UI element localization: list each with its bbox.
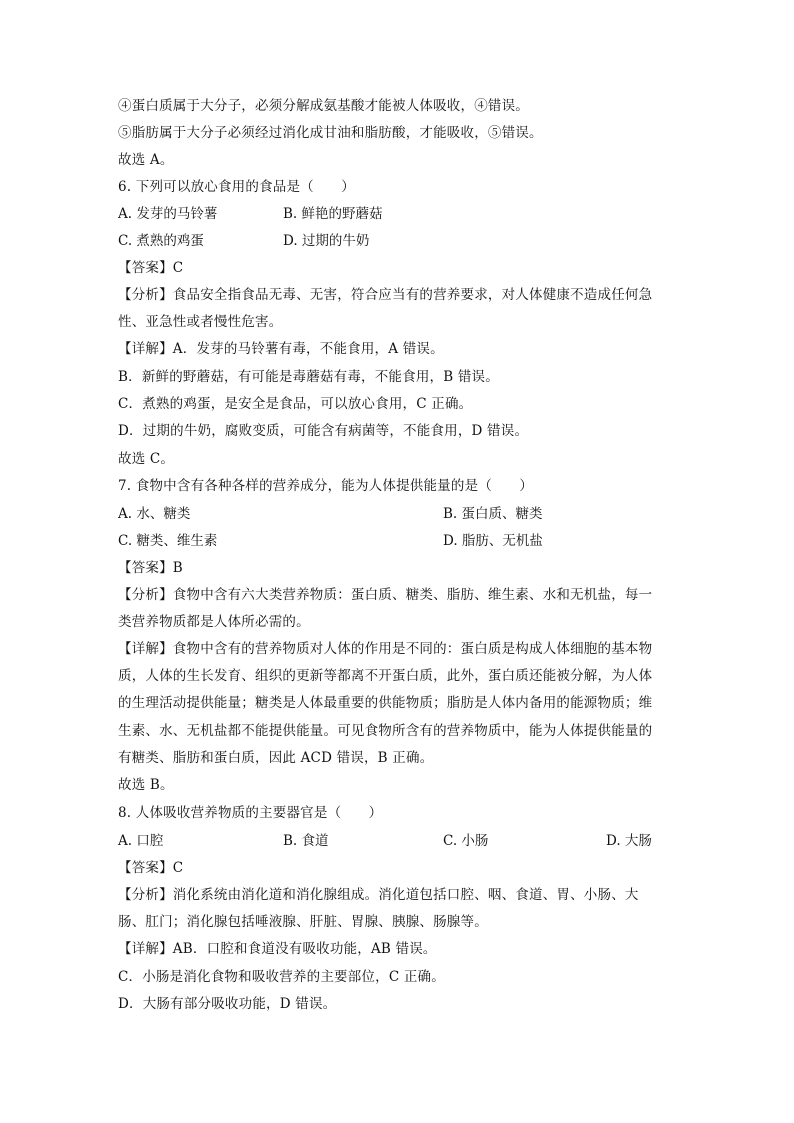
q8-option-c: C. 小肠	[443, 833, 489, 849]
q8-option-a: A. 口腔	[118, 833, 164, 849]
q8-detail-line-3: D．大肠有部分吸收功能，D 错误。	[118, 996, 337, 1012]
carryover-line-4: ④蛋白质属于大分子，必须分解成氨基酸才能被人体吸收，④错误。	[118, 98, 529, 114]
q6-detail-line-2: B．新鲜的野蘑菇，有可能是毒蘑菇有毒，不能食用，B 错误。	[118, 369, 499, 385]
q8-option-d: D. 大肠	[606, 833, 652, 849]
q8-analysis-line-1: 【分析】消化系统由消化道和消化腺组成。消化道包括口腔、咽、食道、胃、小肠、大	[118, 887, 639, 903]
q7-analysis-line-2: 类营养物质都是人体所必需的。	[118, 614, 310, 630]
q7-conclusion: 故选 B。	[118, 777, 174, 793]
q7-option-a: A. 水、糖类	[118, 506, 191, 522]
q6-option-c: C. 煮熟的鸡蛋	[118, 233, 204, 249]
q8-option-b: B. 食道	[283, 833, 329, 849]
q6-option-a: A. 发芽的马铃薯	[118, 206, 218, 222]
q6-conclusion: 故选 C。	[118, 451, 175, 467]
q7-option-b: B. 蛋白质、糖类	[443, 506, 543, 522]
carryover-conclusion: 故选 A。	[118, 152, 174, 168]
q6-answer: 【答案】C	[118, 260, 184, 276]
q7-detail-line-3: 的生理活动提供能量；糖类是人体最重要的供能物质；脂肪是人体内备用的能源物质；维	[118, 695, 653, 711]
q6-analysis-line-2: 性、亚急性或者慢性危害。	[118, 314, 283, 330]
q8-detail-line-2: C．小肠是消化食物和吸收营养的主要部位，C 正确。	[118, 969, 445, 985]
q7-detail-line-1: 【详解】食物中含有的营养物质对人体的作用是不同的：蛋白质是构成人体细胞的基本物	[118, 641, 653, 657]
q6-analysis-line-1: 【分析】食品安全指食品无毒、无害，符合应当有的营养要求，对人体健康不造成任何急	[118, 287, 653, 303]
q7-detail-line-5: 有糖类、脂肪和蛋白质，因此 ACD 错误，B 正确。	[118, 750, 434, 766]
q8-stem: 8. 人体吸收营养物质的主要器官是（ ）	[118, 805, 383, 821]
q6-option-b: B. 鲜艳的野蘑菇	[283, 206, 383, 222]
q7-detail-line-4: 生素、水、无机盐都不能提供能量。可见食物所含有的营养物质中，能为人体提供能量的	[118, 723, 653, 739]
q7-detail-line-2: 质，人体的生长发育、组织的更新等都离不开蛋白质，此外，蛋白质还能被分解，为人体	[118, 668, 653, 684]
q6-option-d: D. 过期的牛奶	[283, 233, 370, 249]
q7-answer: 【答案】B	[118, 560, 183, 576]
q6-stem: 6. 下列可以放心食用的食品是（ ）	[118, 179, 355, 195]
q7-option-c: C. 糖类、维生素	[118, 533, 218, 549]
q6-detail-line-1: 【详解】A．发芽的马铃薯有毒，不能食用，A 错误。	[118, 341, 444, 357]
q8-answer: 【答案】C	[118, 860, 184, 876]
q7-option-d: D. 脂肪、无机盐	[443, 533, 543, 549]
q7-stem: 7. 食物中含有各种各样的营养成分，能为人体提供能量的是（ ）	[118, 478, 534, 494]
q8-analysis-line-2: 肠、肛门；消化腺包括唾液腺、肝脏、胃腺、胰腺、肠腺等。	[118, 914, 488, 930]
q6-detail-line-4: D．过期的牛奶，腐败变质，可能含有病菌等，不能食用，D 错误。	[118, 423, 529, 439]
q8-detail-line-1: 【详解】AB．口腔和食道没有吸收功能，AB 错误。	[118, 941, 437, 957]
carryover-line-5: ⑤脂肪属于大分子必须经过消化成甘油和脂肪酸，才能吸收，⑤错误。	[118, 125, 543, 141]
q6-detail-line-3: C．煮熟的鸡蛋，是安全是食品，可以放心食用，C 正确。	[118, 396, 473, 412]
q7-analysis-line-1: 【分析】食物中含有六大类营养物质：蛋白质、糖类、脂肪、维生素、水和无机盐，每一	[118, 587, 653, 603]
